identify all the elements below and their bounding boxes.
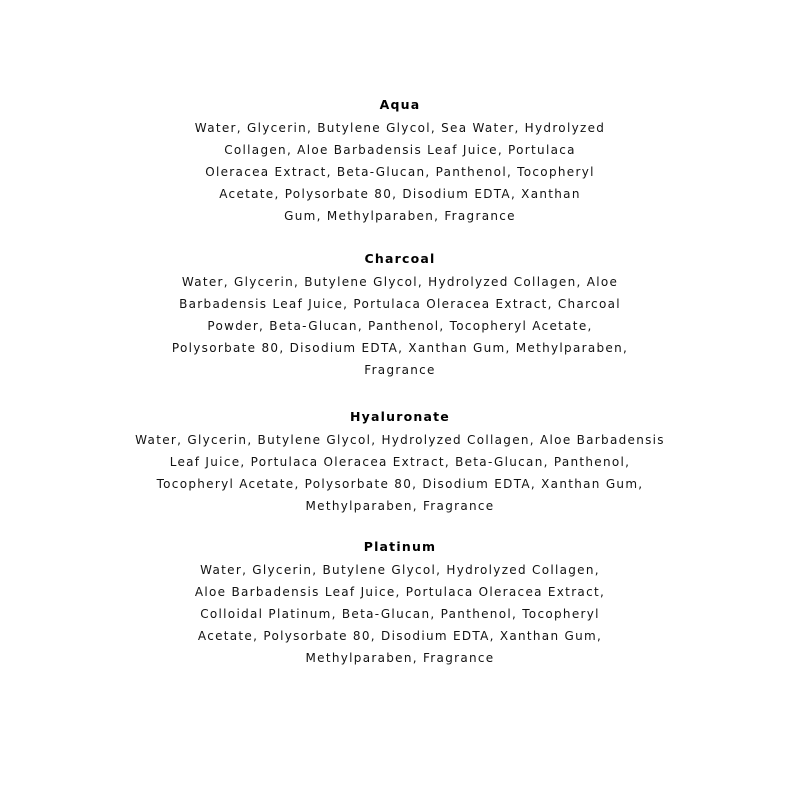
ingredient-line: Methylparaben, Fragrance: [305, 499, 495, 513]
ingredient-line: Collagen, Aloe Barbadensis Leaf Juice, Portulaca: [224, 143, 576, 157]
ingredient-line: Water, Glycerin, Butylene Glycol, Hydrolyzed Collagen,: [200, 563, 600, 577]
ingredient-line: Leaf Juice, Portulaca Oleracea Extract, Beta-Glucan, Panthenol,: [169, 455, 631, 469]
section-title-aqua: Aqua: [379, 97, 421, 112]
ingredient-list-hyaluronate: [0, 429, 800, 517]
ingredient-line: Powder, Beta-Glucan, Panthenol, Tocopheryl Acetate,: [207, 319, 593, 333]
ingredient-line: Polysorbate 80, Disodium EDTA, Xanthan Gum, Methylparaben,: [171, 341, 629, 355]
ingredient-list-aqua: [0, 117, 800, 227]
ingredient-line: Barbadensis Leaf Juice, Portulaca Oleracea Extract, Charcoal: [179, 297, 621, 311]
section-hyaluronate: [0, 409, 800, 517]
ingredient-line: Methylparaben, Fragrance: [305, 651, 495, 665]
ingredient-line: Acetate, Polysorbate 80, Disodium EDTA, Xanthan: [219, 187, 581, 201]
section-title-hyaluronate: Hyaluronate: [350, 409, 450, 424]
ingredient-line: Fragrance: [364, 363, 436, 377]
ingredient-line: Water, Glycerin, Butylene Glycol, Hydrolyzed Collagen, Aloe Barbadensis: [135, 433, 665, 447]
section-title-charcoal: Charcoal: [364, 251, 436, 266]
section-title-platinum: Platinum: [363, 539, 437, 554]
section-charcoal: [0, 251, 800, 381]
section-aqua: [0, 97, 800, 227]
section-platinum: [0, 539, 800, 669]
ingredient-list-charcoal: [0, 271, 800, 381]
ingredient-list-platinum: [0, 559, 800, 669]
ingredient-line: Water, Glycerin, Butylene Glycol, Hydrolyzed Collagen, Aloe: [181, 275, 619, 289]
ingredient-line: Gum, Methylparaben, Fragrance: [284, 209, 516, 223]
ingredient-line: Water, Glycerin, Butylene Glycol, Sea Water, Hydrolyzed: [194, 121, 606, 135]
ingredient-line: Colloidal Platinum, Beta-Glucan, Panthenol, Tocopheryl: [200, 607, 600, 621]
ingredient-line: Acetate, Polysorbate 80, Disodium EDTA, Xanthan Gum,: [197, 629, 603, 643]
ingredient-line: Aloe Barbadensis Leaf Juice, Portulaca Oleracea Extract,: [194, 585, 606, 599]
ingredient-line: Tocopheryl Acetate, Polysorbate 80, Disodium EDTA, Xanthan Gum,: [156, 477, 644, 491]
ingredient-line: Oleracea Extract, Beta-Glucan, Panthenol, Tocopheryl: [205, 165, 595, 179]
